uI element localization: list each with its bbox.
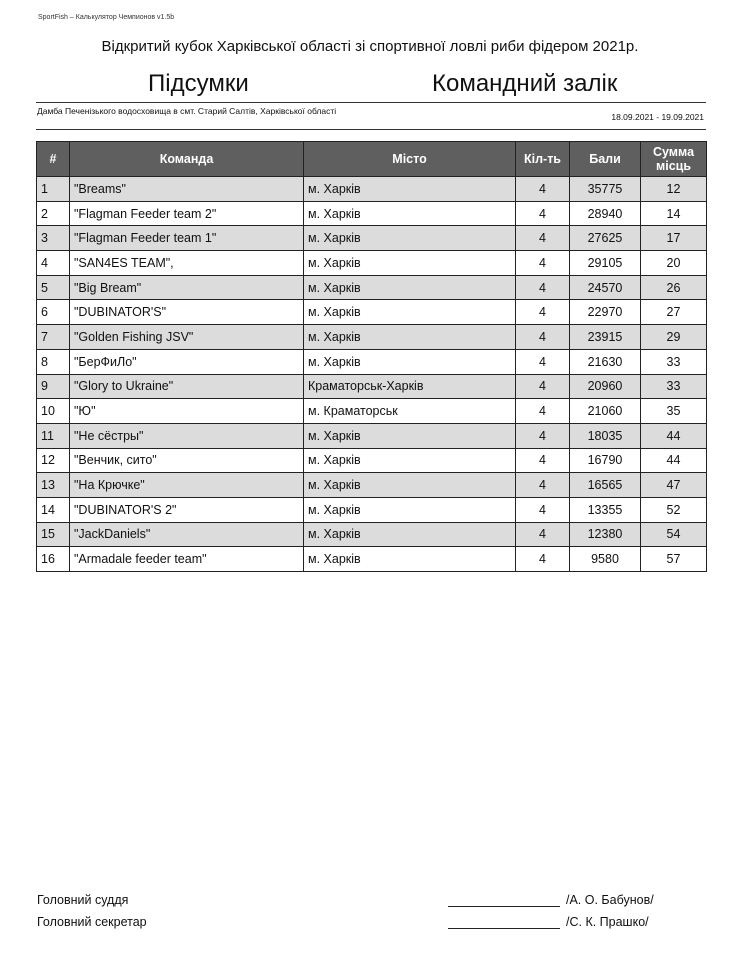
venue-text: Дамба Печенізького водосховища в смт. Старий Салтів, Харківської області bbox=[37, 106, 337, 116]
row-number-cell: 3 bbox=[37, 226, 70, 251]
row-number-cell: 2 bbox=[37, 201, 70, 226]
points-cell: 16565 bbox=[570, 473, 641, 498]
place-sum-cell: 47 bbox=[641, 473, 707, 498]
member-count-cell: 4 bbox=[516, 374, 570, 399]
table-row bbox=[37, 251, 707, 276]
place-sum-cell: 54 bbox=[641, 522, 707, 547]
team-name-cell: "Armadale feeder team" bbox=[70, 547, 304, 572]
row-number-cell: 14 bbox=[37, 497, 70, 522]
place-sum-cell: 44 bbox=[641, 423, 707, 448]
points-cell: 22970 bbox=[570, 300, 641, 325]
points-cell: 23915 bbox=[570, 325, 641, 350]
points-cell: 28940 bbox=[570, 201, 641, 226]
chief-secretary-signature-line bbox=[448, 928, 560, 929]
points-cell: 27625 bbox=[570, 226, 641, 251]
team-name-cell: "Ю" bbox=[70, 399, 304, 424]
place-sum-cell: 20 bbox=[641, 251, 707, 276]
results-table bbox=[36, 141, 707, 572]
points-cell: 18035 bbox=[570, 423, 641, 448]
row-number-cell: 9 bbox=[37, 374, 70, 399]
col-header-team: Команда bbox=[70, 142, 304, 177]
place-sum-cell: 27 bbox=[641, 300, 707, 325]
header-bottom-rule bbox=[36, 129, 706, 130]
city-cell: м. Харків bbox=[304, 275, 516, 300]
table-row bbox=[37, 201, 707, 226]
col-header-place-sum: Сумма місць bbox=[641, 142, 707, 177]
member-count-cell: 4 bbox=[516, 448, 570, 473]
member-count-cell: 4 bbox=[516, 497, 570, 522]
points-cell: 13355 bbox=[570, 497, 641, 522]
team-name-cell: "БерФиЛо" bbox=[70, 349, 304, 374]
row-number-cell: 7 bbox=[37, 325, 70, 350]
city-cell: м. Харків bbox=[304, 201, 516, 226]
member-count-cell: 4 bbox=[516, 325, 570, 350]
row-number-cell: 1 bbox=[37, 177, 70, 202]
table-row bbox=[37, 448, 707, 473]
chief-judge-label: Головний суддя bbox=[37, 893, 129, 907]
col-header-points: Бали bbox=[570, 142, 641, 177]
city-cell: м. Харків bbox=[304, 251, 516, 276]
table-row bbox=[37, 497, 707, 522]
points-cell: 21630 bbox=[570, 349, 641, 374]
team-name-cell: "Flagman Feeder team 2" bbox=[70, 201, 304, 226]
member-count-cell: 4 bbox=[516, 473, 570, 498]
table-header-row bbox=[37, 142, 707, 177]
row-number-cell: 11 bbox=[37, 423, 70, 448]
team-name-cell: "DUBINATOR'S" bbox=[70, 300, 304, 325]
summary-heading: Підсумки bbox=[148, 70, 249, 97]
city-cell: м. Харків bbox=[304, 177, 516, 202]
city-cell: м. Краматорськ bbox=[304, 399, 516, 424]
points-cell: 9580 bbox=[570, 547, 641, 572]
team-name-cell: "Breams" bbox=[70, 177, 304, 202]
team-standings-heading: Командний залік bbox=[432, 70, 618, 97]
row-number-cell: 12 bbox=[37, 448, 70, 473]
table-row bbox=[37, 547, 707, 572]
member-count-cell: 4 bbox=[516, 423, 570, 448]
points-cell: 21060 bbox=[570, 399, 641, 424]
city-cell: м. Харків bbox=[304, 522, 516, 547]
place-sum-cell: 35 bbox=[641, 399, 707, 424]
member-count-cell: 4 bbox=[516, 399, 570, 424]
table-row bbox=[37, 226, 707, 251]
member-count-cell: 4 bbox=[516, 275, 570, 300]
table-row bbox=[37, 374, 707, 399]
row-number-cell: 6 bbox=[37, 300, 70, 325]
app-label: SportFish – Калькулятор Чемпионов v1.5b bbox=[38, 14, 175, 21]
col-header-city: Місто bbox=[304, 142, 516, 177]
points-cell: 20960 bbox=[570, 374, 641, 399]
chief-secretary-label: Головний секретар bbox=[37, 915, 147, 929]
table-row bbox=[37, 423, 707, 448]
row-number-cell: 16 bbox=[37, 547, 70, 572]
place-sum-cell: 52 bbox=[641, 497, 707, 522]
place-sum-cell: 12 bbox=[641, 177, 707, 202]
col-header-number: # bbox=[37, 142, 70, 177]
row-number-cell: 10 bbox=[37, 399, 70, 424]
team-name-cell: "На Крючке" bbox=[70, 473, 304, 498]
row-number-cell: 5 bbox=[37, 275, 70, 300]
member-count-cell: 4 bbox=[516, 522, 570, 547]
member-count-cell: 4 bbox=[516, 177, 570, 202]
city-cell: м. Харків bbox=[304, 497, 516, 522]
team-name-cell: "SAN4ES TEAM", bbox=[70, 251, 304, 276]
chief-judge-signature-line bbox=[448, 906, 560, 907]
row-number-cell: 8 bbox=[37, 349, 70, 374]
chief-judge-name: /А. О. Бабунов/ bbox=[566, 893, 654, 907]
chief-secretary-name: /С. К. Прашко/ bbox=[566, 915, 649, 929]
city-cell: м. Харків bbox=[304, 547, 516, 572]
points-cell: 24570 bbox=[570, 275, 641, 300]
city-cell: м. Харків bbox=[304, 423, 516, 448]
team-name-cell: "Flagman Feeder team 1" bbox=[70, 226, 304, 251]
col-header-count: Кіл-ть bbox=[516, 142, 570, 177]
table-row bbox=[37, 177, 707, 202]
place-sum-cell: 33 bbox=[641, 374, 707, 399]
place-sum-cell: 33 bbox=[641, 349, 707, 374]
team-name-cell: "Не сёстры" bbox=[70, 423, 304, 448]
member-count-cell: 4 bbox=[516, 226, 570, 251]
team-name-cell: "Big Bream" bbox=[70, 275, 304, 300]
place-sum-cell: 26 bbox=[641, 275, 707, 300]
points-cell: 16790 bbox=[570, 448, 641, 473]
place-sum-cell: 44 bbox=[641, 448, 707, 473]
member-count-cell: 4 bbox=[516, 300, 570, 325]
member-count-cell: 4 bbox=[516, 251, 570, 276]
event-dates: 18.09.2021 - 19.09.2021 bbox=[611, 112, 704, 122]
header-top-rule bbox=[36, 102, 706, 103]
row-number-cell: 15 bbox=[37, 522, 70, 547]
points-cell: 35775 bbox=[570, 177, 641, 202]
city-cell: м. Харків bbox=[304, 349, 516, 374]
table-row bbox=[37, 325, 707, 350]
points-cell: 12380 bbox=[570, 522, 641, 547]
place-sum-cell: 57 bbox=[641, 547, 707, 572]
team-name-cell: "DUBINATOR'S 2" bbox=[70, 497, 304, 522]
team-name-cell: "Golden Fishing JSV" bbox=[70, 325, 304, 350]
table-row bbox=[37, 399, 707, 424]
team-name-cell: "Glory to Ukraine" bbox=[70, 374, 304, 399]
member-count-cell: 4 bbox=[516, 349, 570, 374]
table-row bbox=[37, 349, 707, 374]
city-cell: Краматорськ-Харків bbox=[304, 374, 516, 399]
table-row bbox=[37, 275, 707, 300]
table-row bbox=[37, 473, 707, 498]
city-cell: м. Харків bbox=[304, 473, 516, 498]
table-row bbox=[37, 300, 707, 325]
place-sum-cell: 14 bbox=[641, 201, 707, 226]
city-cell: м. Харків bbox=[304, 300, 516, 325]
city-cell: м. Харків bbox=[304, 325, 516, 350]
table-row bbox=[37, 522, 707, 547]
page-title: Відкритий кубок Харківської області зі спортивної ловлі риби фідером 2021р. bbox=[101, 38, 639, 55]
team-name-cell: "Венчик, сито" bbox=[70, 448, 304, 473]
points-cell: 29105 bbox=[570, 251, 641, 276]
row-number-cell: 4 bbox=[37, 251, 70, 276]
city-cell: м. Харків bbox=[304, 448, 516, 473]
place-sum-cell: 29 bbox=[641, 325, 707, 350]
city-cell: м. Харків bbox=[304, 226, 516, 251]
member-count-cell: 4 bbox=[516, 547, 570, 572]
member-count-cell: 4 bbox=[516, 201, 570, 226]
place-sum-cell: 17 bbox=[641, 226, 707, 251]
team-name-cell: "JackDaniels" bbox=[70, 522, 304, 547]
row-number-cell: 13 bbox=[37, 473, 70, 498]
